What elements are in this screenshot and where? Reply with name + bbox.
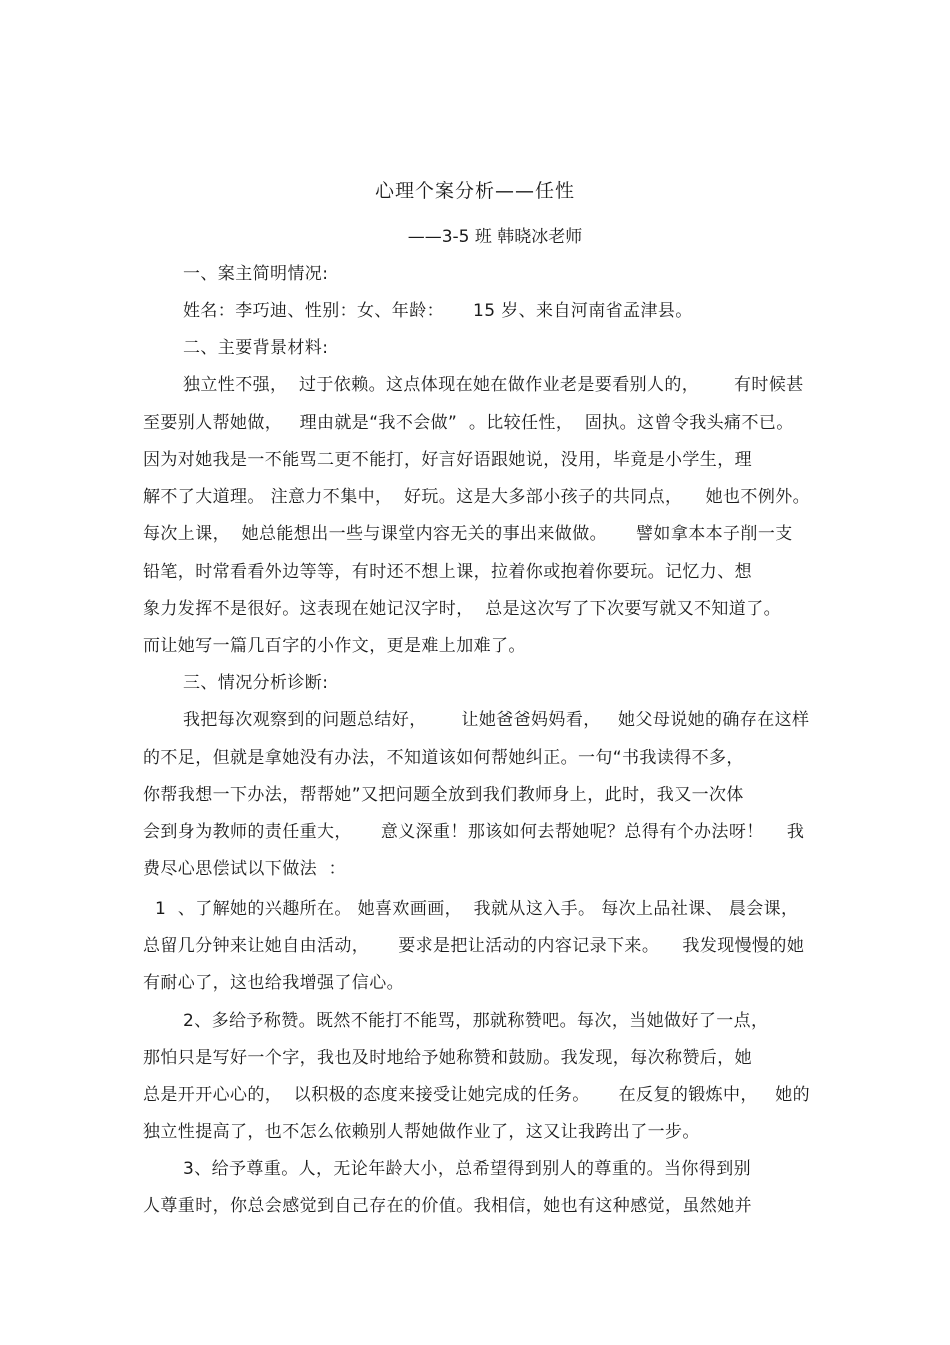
paragraph-line: 至要别人帮她做， 理由就是“我不会做” 。比较任性， 固执。这曾令我头痛不已。 xyxy=(143,413,794,433)
paragraph-line: 姓名：李巧迪、性别：女、年龄： 15 岁、来自河南省孟津县。 xyxy=(183,301,693,321)
paragraph-line: 3、给予尊重。人，无论年龄大小，总希望得到别人的尊重的。当你得到别 xyxy=(183,1159,752,1179)
paragraph-line: 会到身为教师的责任重大， 意义深重！那该如何去帮她呢？总得有个办法呀！ 我 xyxy=(143,822,805,842)
paragraph-line: 总留几分钟来让她自由活动， 要求是把让活动的内容记录下来。 我发现慢慢的她 xyxy=(143,936,805,956)
paragraph-line: 总是开开心心的， 以积极的态度来接受让她完成的任务。 在反复的锻炼中， 她的 xyxy=(143,1085,811,1105)
paragraph-line: 因为对她我是一不能骂二更不能打，好言好语跟她说，没用，毕竟是小学生，理 xyxy=(143,450,752,470)
paragraph-line: 我把每次观察到的问题总结好， 让她爸爸妈妈看， 她父母说她的确存在这样 xyxy=(183,710,810,730)
paragraph-line: 而让她写一篇几百字的小作文，更是难上加难了。 xyxy=(143,636,526,656)
paragraph-line: 每次上课， 她总能想出一些与课堂内容无关的事出来做做。 譬如拿本本子削一支 xyxy=(143,524,793,544)
paragraph-line: 你帮我想一下办法，帮帮她”又把问题全放到我们教师身上，此时，我又一次体 xyxy=(143,785,744,805)
section-heading: 一、案主简明情况: xyxy=(183,264,329,284)
paragraph-line: 那怕只是写好一个字，我也及时地给予她称赞和鼓励。我发现，每次称赞后，她 xyxy=(143,1048,752,1068)
paragraph-line: 独立性提高了，也不怎么依赖别人帮她做作业了，这又让我跨出了一步。 xyxy=(143,1122,700,1142)
section-heading: 二、主要背景材料: xyxy=(183,338,329,358)
document-title: 心理个案分析——任性 xyxy=(374,180,575,202)
section-heading: 三、情况分析诊断: xyxy=(183,673,329,693)
author-byline: ——3-5 班 韩晓冰老师 xyxy=(407,227,583,247)
paragraph-line: 解不了大道理。 注意力不集中， 好玩。这是大多部小孩子的共同点， 她也不例外。 xyxy=(143,487,811,507)
paragraph-line: 的不足，但就是拿她没有办法，不知道该如何帮她纠正。一句“书我读得不多， xyxy=(143,748,744,768)
paragraph-line: 铅笔，时常看看外边等等，有时还不想上课，拉着你或抱着你要玩。记忆力、想 xyxy=(143,562,752,582)
paragraph-line: 人尊重时，你总会感觉到自己存在的价值。我相信，她也有这种感觉，虽然她并 xyxy=(143,1196,752,1216)
paragraph-line: 1 、了解她的兴趣所在。 她喜欢画画， 我就从这入手。 每次上品社课、 晨会课， xyxy=(155,899,799,919)
paragraph-line: 有耐心了，这也给我增强了信心。 xyxy=(143,973,404,993)
paragraph-line: 2、多给予称赞。既然不能打不能骂，那就称赞吧。每次，当她做好了一点， xyxy=(183,1011,769,1031)
paragraph-line: 独立性不强， 过于依赖。这点体现在她在做作业老是要看别人的， 有时候甚 xyxy=(183,375,804,395)
paragraph-line: 象力发挥不是很好。这表现在她记汉字时， 总是这次写了下次要写就又不知道了。 xyxy=(143,599,782,619)
paragraph-line: 费尽心思偿试以下做法 ： xyxy=(143,859,347,879)
